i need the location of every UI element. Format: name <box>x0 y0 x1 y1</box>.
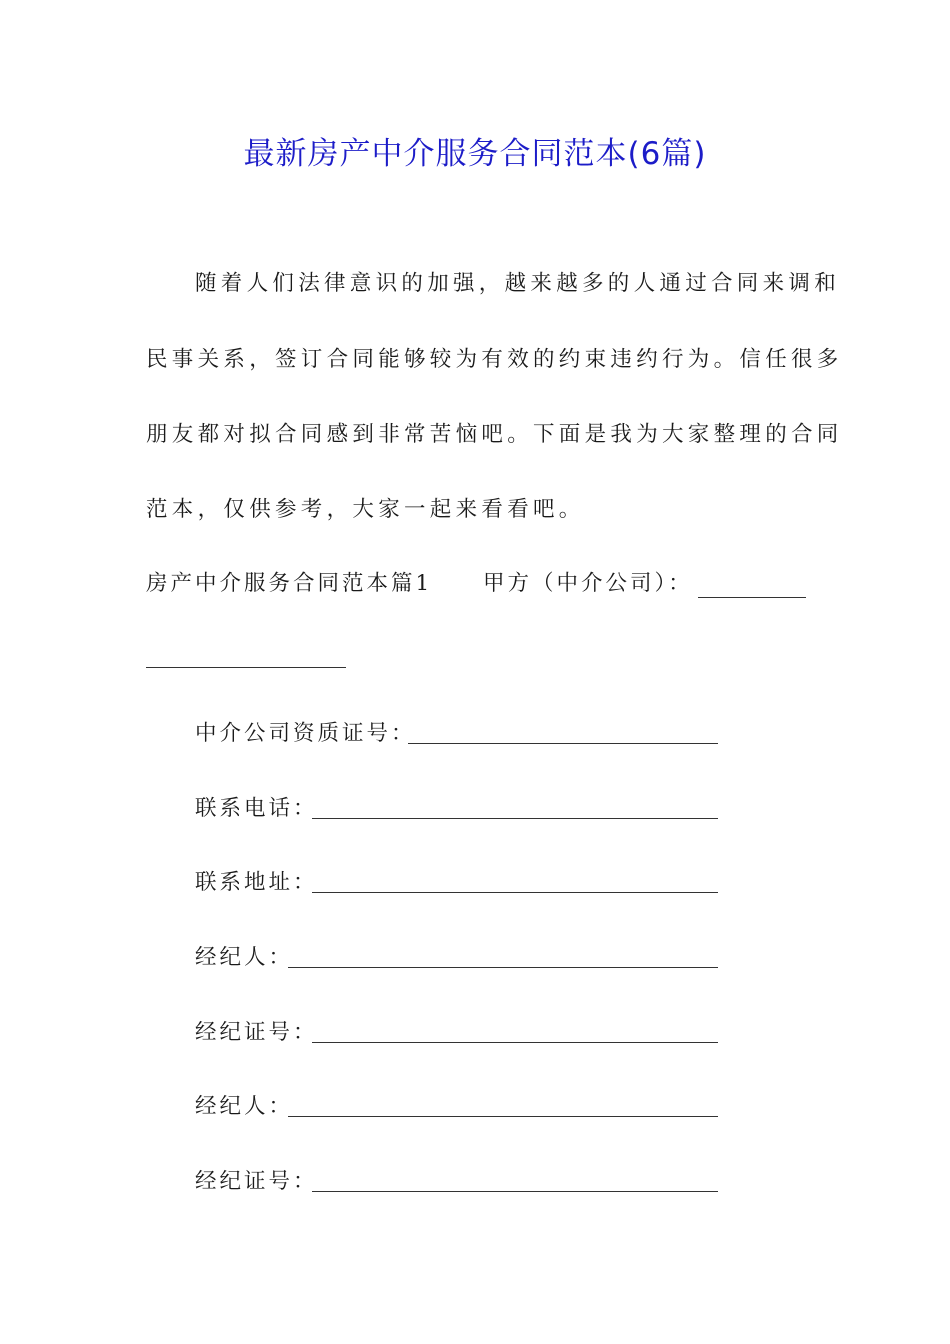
field-label: 经纪证号： <box>195 1020 318 1045</box>
field-blank-line <box>288 967 718 968</box>
intro-line: 朋友都对拟合同感到非常苦恼吧。下面是我为大家整理的合同 <box>146 422 843 447</box>
field-label: 经纪人： <box>195 1094 294 1119</box>
document-title: 最新房产中介服务合同范本(6篇) <box>243 136 707 172</box>
field-label: 联系地址： <box>195 870 318 895</box>
intro-line: 随着人们法律意识的加强，越来越多的人通过合同来调和 <box>195 271 841 296</box>
section-heading: 房产中介服务合同范本篇1 <box>146 571 433 596</box>
field-blank-line <box>288 1116 718 1117</box>
field-blank-line <box>312 1042 718 1043</box>
field-label: 中介公司资质证号： <box>195 721 416 746</box>
field-label: 经纪证号： <box>195 1169 318 1194</box>
party-a-blank-line <box>698 597 806 598</box>
field-label: 经纪人： <box>195 945 294 970</box>
field-blank-line <box>312 1191 718 1192</box>
field-label: 联系电话： <box>195 796 318 821</box>
field-blank-line <box>312 818 718 819</box>
intro-line: 民事关系，签订合同能够较为有效的约束违约行为。信任很多 <box>146 347 843 372</box>
intro-line: 范本，仅供参考，大家一起来看看吧。 <box>146 497 585 522</box>
party-a-blank-line-continued <box>146 667 346 668</box>
field-blank-line <box>408 743 718 744</box>
field-blank-line <box>312 892 718 893</box>
party-a-label: 甲方（中介公司）： <box>483 571 693 596</box>
